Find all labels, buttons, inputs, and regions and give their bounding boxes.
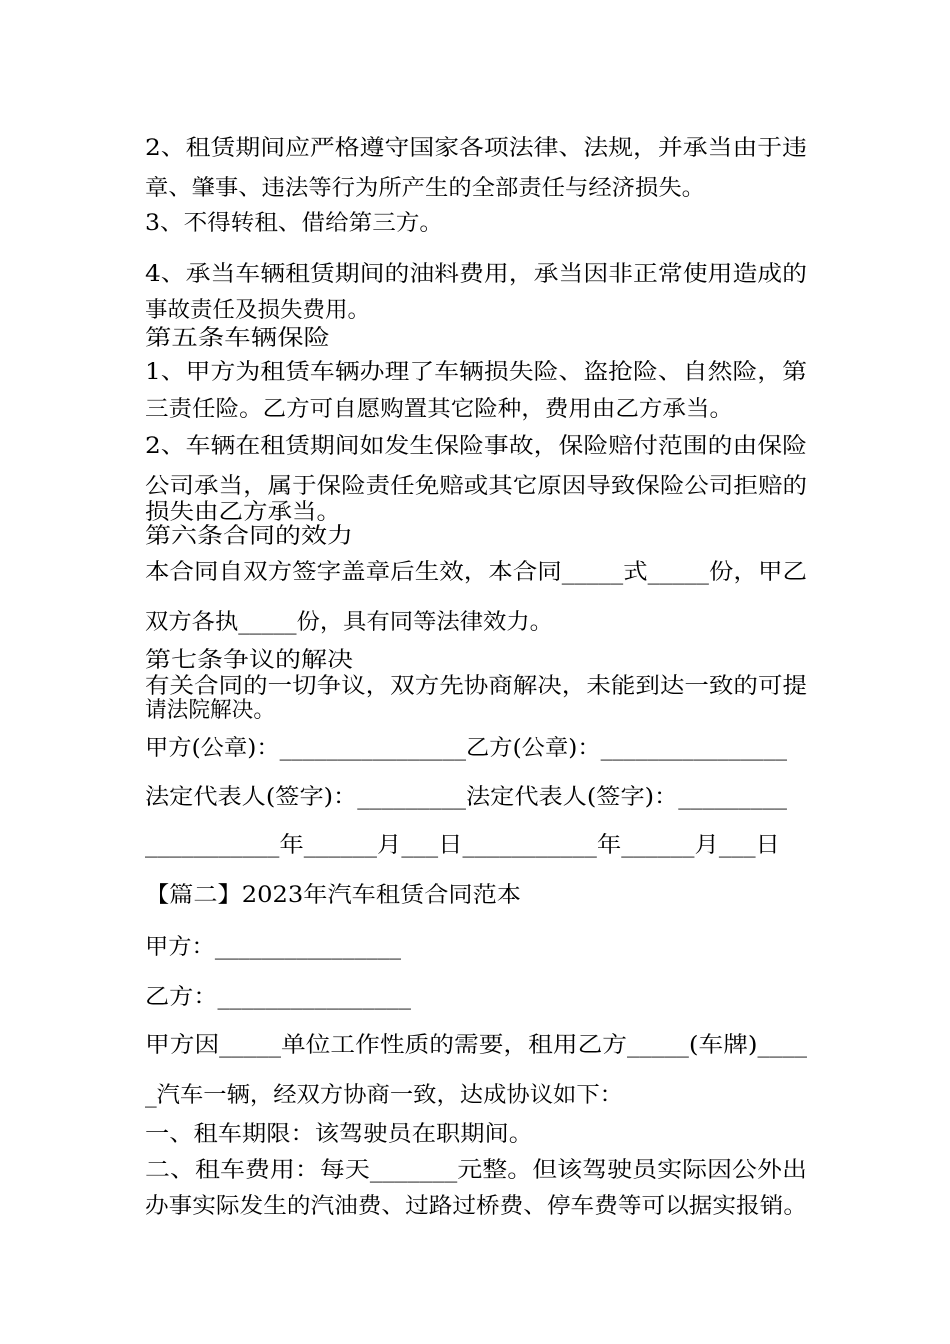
text-line: 3、不得转租、借给第三方。 <box>145 211 443 236</box>
text-line: 1、甲方为租赁车辆办理了车辆损失险、盗抢险、自然险，第 <box>145 360 807 385</box>
text-line: 办事实际发生的汽油费、过路过桥费、停车费等可以据实报销。 <box>145 1194 807 1219</box>
text-line: 一、租车期限：该驾驶员在职期间。 <box>145 1122 533 1147</box>
text-line: 二、租车费用：每天_______元整。但该驾驶员实际因公外出 <box>145 1158 807 1183</box>
party-a-line: 甲方：________________ <box>145 935 401 960</box>
text-line: 2、租赁期间应严格遵守国家各项法律、法规，并承当由于违 <box>145 136 807 161</box>
section-heading: 第五条车辆保险 <box>145 326 330 351</box>
document-title: 【篇二】2023年汽车租赁合同范本 <box>145 883 521 908</box>
text-line: 4、承当车辆租赁期间的油料费用，承当因非正常使用造成的 <box>145 262 807 287</box>
text-line: 本合同自双方签字盖章后生效，本合同_____式_____份，甲乙 <box>145 560 807 585</box>
text-line: 请法院解决。 <box>145 698 275 723</box>
text-line: 事故责任及损失费用。 <box>145 298 370 323</box>
text-line: 甲方因_____单位工作性质的需要，租用乙方_____(车牌)____ <box>145 1033 807 1058</box>
signature-line: 法定代表人(签字)：_________法定代表人(签字)：_________ <box>145 785 787 810</box>
text-line: 有关合同的一切争议，双方先协商解决，未能到达一致的可提 <box>145 674 807 699</box>
text-line: 双方各执_____份，具有同等法律效力。 <box>145 610 553 635</box>
text-line: 损失由乙方承当。 <box>145 500 341 525</box>
section-heading: 第六条合同的效力 <box>145 524 353 549</box>
signature-line: 甲方(公章)：________________乙方(公章)：________________ <box>145 736 787 761</box>
section-heading: 第七条争议的解决 <box>145 648 353 673</box>
date-line: ___________年______月___日___________年______月___日 <box>145 833 780 858</box>
text-line: 2、车辆在租赁期间如发生保险事故，保险赔付范围的由保险 <box>145 434 807 459</box>
text-line: 公司承当，属于保险责任免赔或其它原因导致保险公司拒赔的 <box>145 474 807 499</box>
party-b-line: 乙方：________________ <box>145 985 411 1010</box>
text-line: _汽车一辆，经双方协商一致，达成协议如下： <box>145 1083 623 1108</box>
text-line: 三责任险。乙方可自愿购置其它险种，费用由乙方承当。 <box>145 397 733 422</box>
text-line: 章、肇事、违法等行为所产生的全部责任与经济损失。 <box>145 176 705 201</box>
